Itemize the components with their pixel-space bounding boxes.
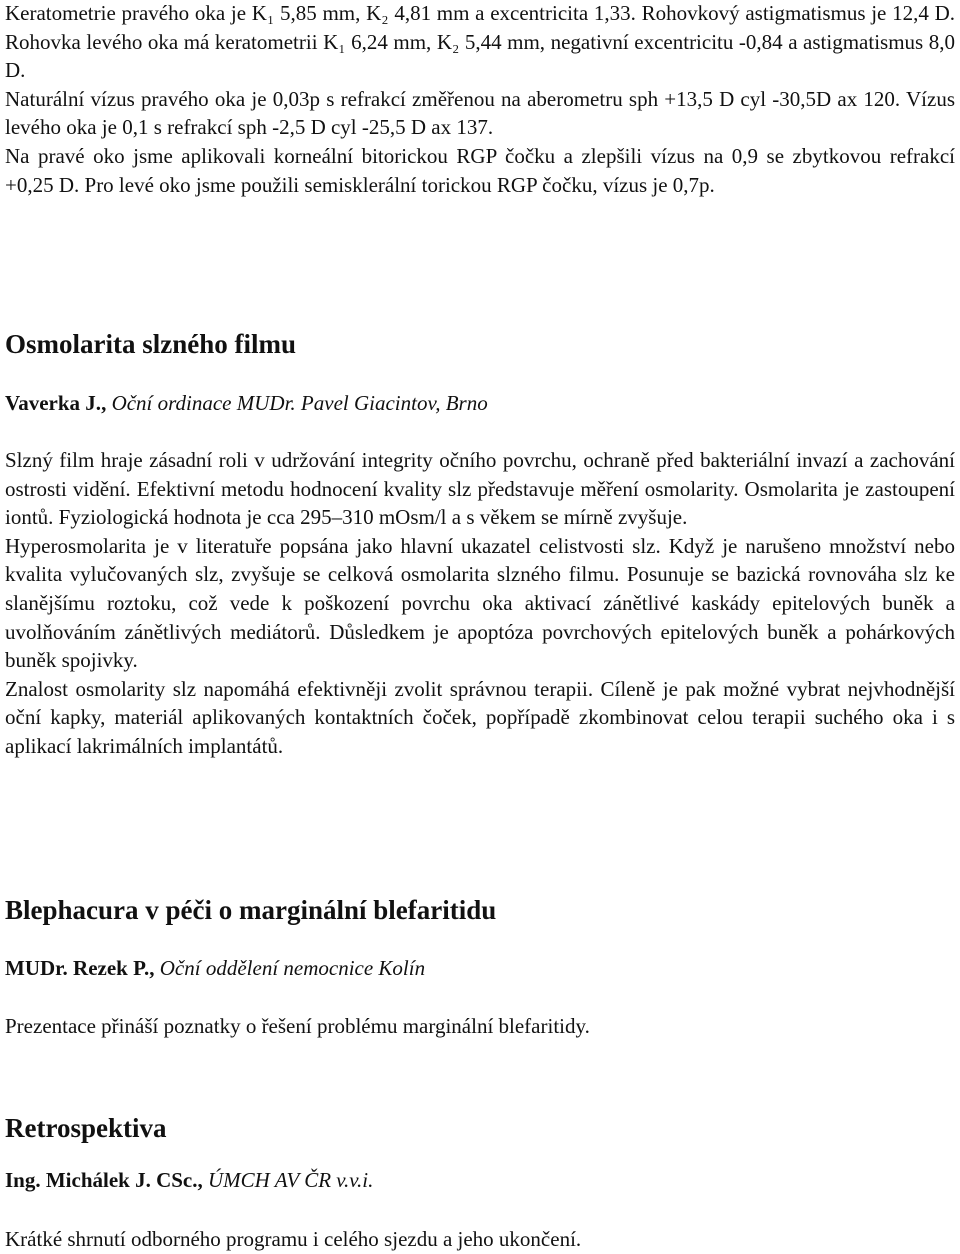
section-author-retrospektiva xyxy=(5,1166,373,1194)
section-title-blephacura: Blephacura v péči o marginální blefaritidu xyxy=(5,895,497,925)
author-separator: , xyxy=(149,956,160,980)
body-paragraph: Slzný film hraje zásadní roli v udržování integrity očního povrchu, ochraně před bakteriální invazí a zachování ostrosti vidění. Efektivní metodu hodnocení kvality slz představuje měření osmolarity. Osmolarita je zastoupení iontů. Fyziologická hodnota je cca 295–310 mOsm/l a s věkem se mírně zvyšuje. xyxy=(5,448,955,530)
author-affiliation: Oční oddělení nemocnice Kolín xyxy=(159,956,426,980)
author-name: Ing. Michálek J. CSc. xyxy=(5,1168,198,1192)
body-paragraph: Prezentace přináší poznatky o řešení problému marginální blefaritidy. xyxy=(5,1014,590,1038)
intro-paragraph-1: Keratometrie pravého oka je K₁ 5,85 mm, K₂ 4,81 mm a excentricita 1,33. Rohovkový astigmatismus je 12,4 D. Rohovka levého oka má keratometrii K₁ 6,24 mm, K₂ 5,44 mm, negativní excentricitu -0,84 a astigmatismus 8,0 D. xyxy=(5,1,955,83)
section-title-retrospektiva: Retrospektiva xyxy=(5,1113,167,1143)
section-author-osmolarita xyxy=(5,389,488,417)
author-name: MUDr. Rezek P. xyxy=(5,956,150,980)
intro-paragraph-2: Naturální vízus pravého oka je 0,03p s refrakcí změřenou na aberometru sph +13,5 D cyl -30,5D ax 120. Vízus levého oka je 0,1 s refrakcí sph -2,5 D cyl -25,5 D ax 137. xyxy=(5,86,955,140)
body-paragraph: Hyperosmolarita je v literatuře popsána jako hlavní ukazatel celistvosti slz. Když je narušeno množství nebo kvalita vylučovaných slz, zvyšuje se celková osmolarita slzného filmu. Posunuje se bazická rovnováha slz ke slanějšímu roztoku, což vede k poškození povrchu oka aktivací zánětlivé kaskády epitelových buněk a uvolňováním zánětlivých mediátorů. Důsledkem je apoptóza povrchových epitelových buněk a pohárkových buněk spojivky. xyxy=(5,533,955,673)
section-body-blephacura xyxy=(5,1012,955,1041)
body-paragraph: Krátké shrnutí odborného programu i celého sjezdu a jeho ukončení. xyxy=(5,1227,582,1251)
author-affiliation: Oční ordinace MUDr. Pavel Giacintov, Brno xyxy=(111,391,488,415)
section-body-retrospektiva xyxy=(5,1225,955,1254)
body-paragraph: Znalost osmolarity slz napomáhá efektivněji zvolit správnou terapii. Cíleně je pak možné vybrat nejvhodnější oční kapky, materiál aplikovaných kontaktních čoček, popřípadě zkombinovat celou terapii suchého oka i s aplikací lakrimálních implantátů. xyxy=(5,676,955,758)
author-separator: , xyxy=(101,391,112,415)
intro-paragraph-3: Na pravé oko jsme aplikovali korneální bitorickou RGP čočku a zlepšili vízus na 0,9 se zbytkovou refrakcí +0,25 D. Pro levé oko jsme použili semisklerální torickou RGP čočku, vízus je 0,7p. xyxy=(5,143,955,197)
author-affiliation: ÚMCH AV ČR v.v.i. xyxy=(208,1168,374,1192)
section-body-osmolarita xyxy=(5,446,955,761)
section-title-osmolarita: Osmolarita slzného filmu xyxy=(5,329,296,359)
intro-text xyxy=(5,0,955,199)
section-author-blephacura xyxy=(5,954,425,982)
author-name: Vaverka J. xyxy=(5,391,102,415)
author-separator: , xyxy=(197,1168,209,1192)
